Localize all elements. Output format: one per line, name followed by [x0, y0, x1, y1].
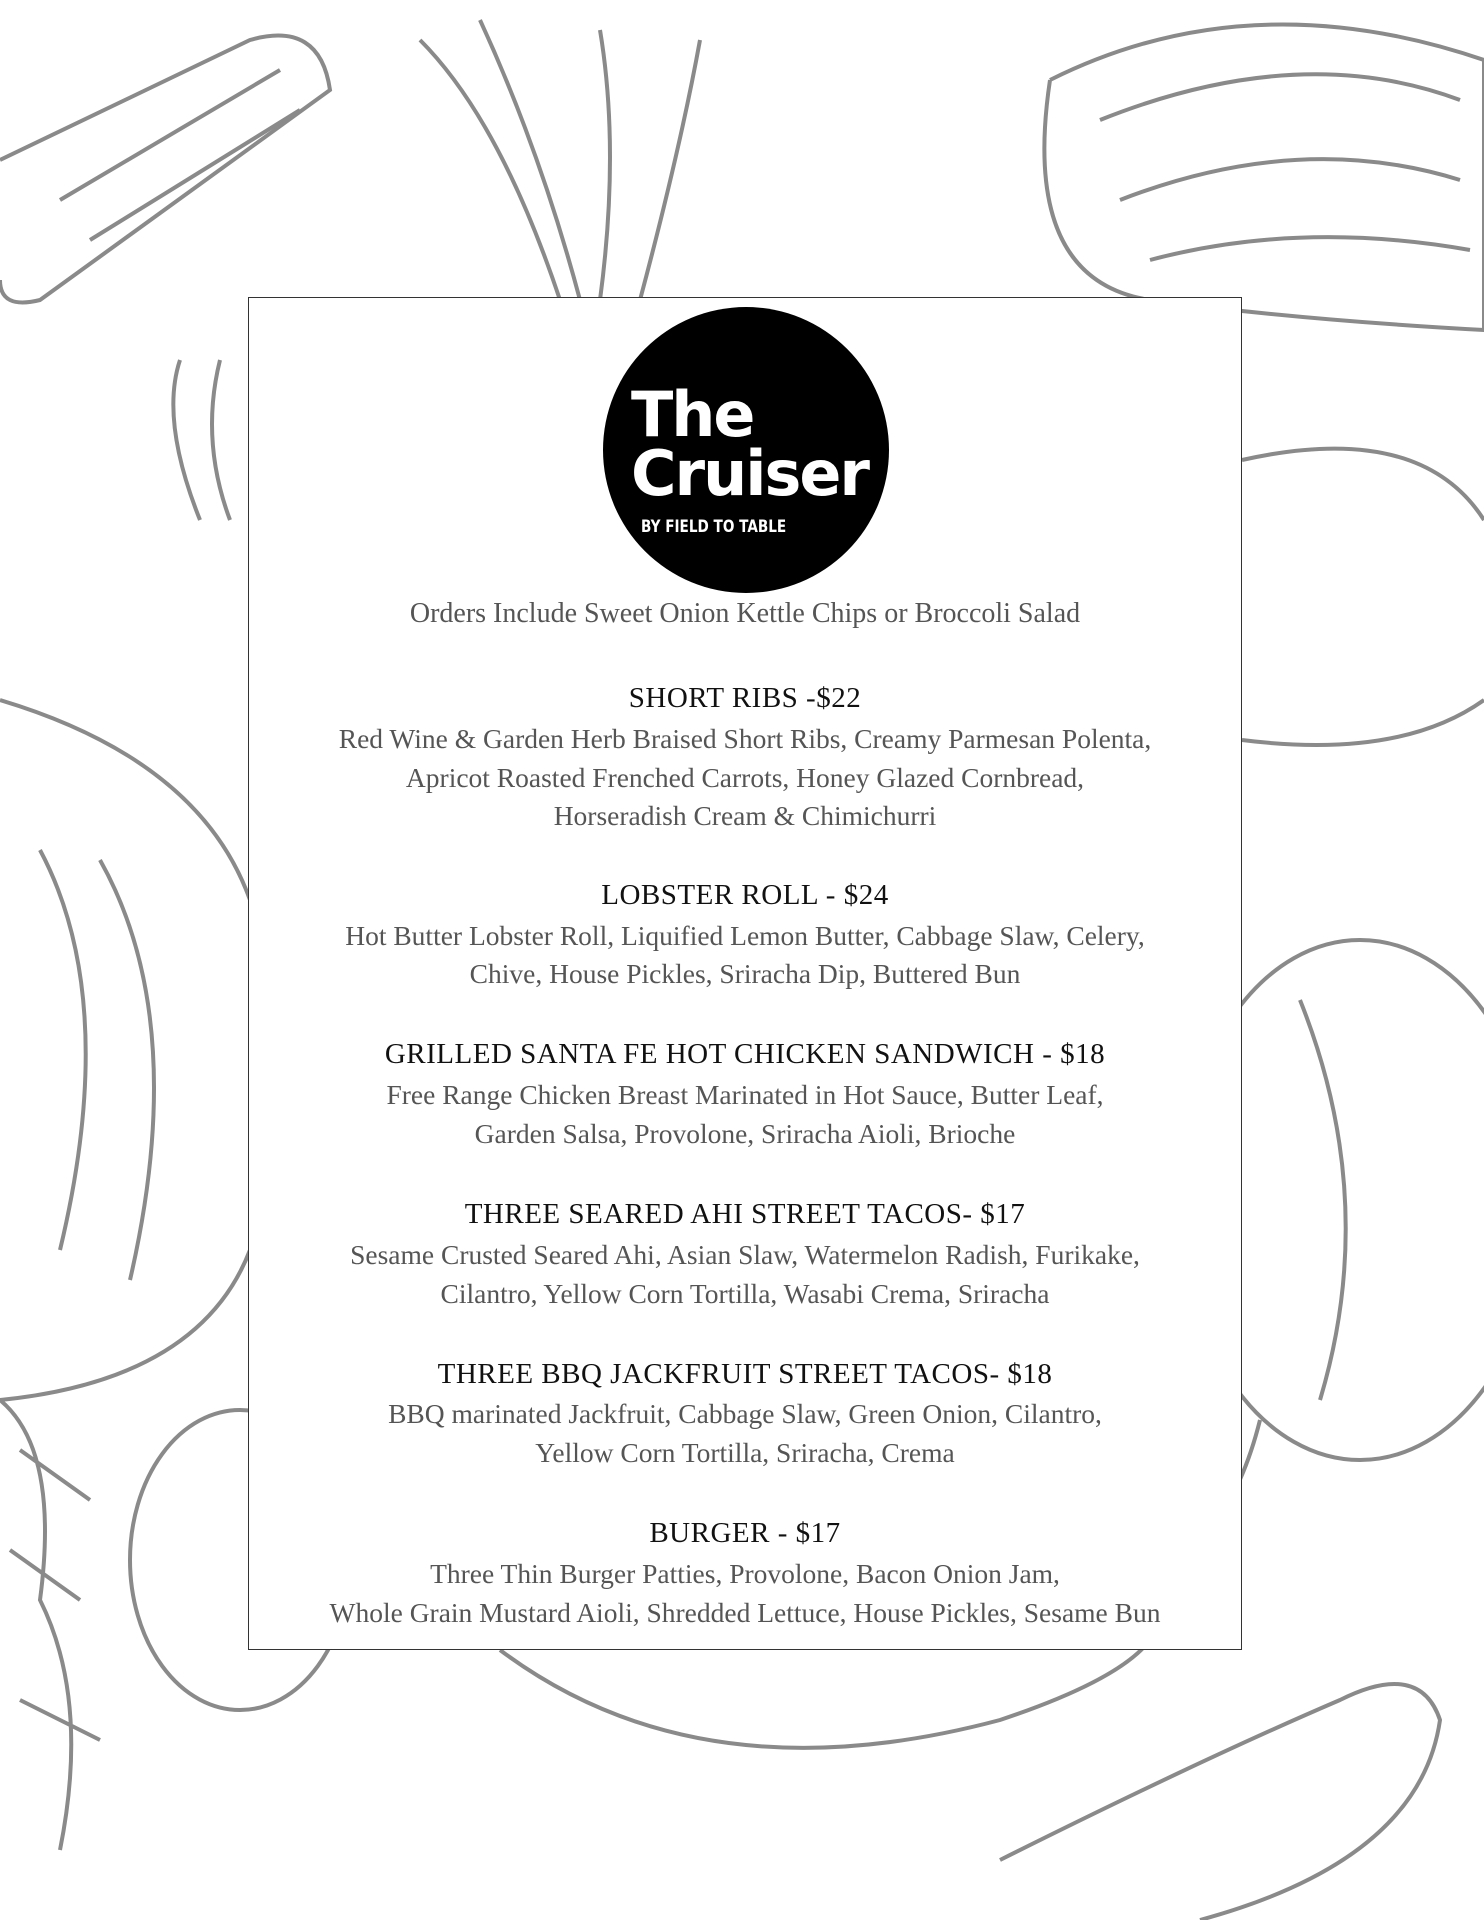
item-desc-line: Cilantro, Yellow Corn Tortilla, Wasabi Crema, Sriracha	[440, 1278, 1050, 1309]
item-desc-line: Yellow Corn Tortilla, Sriracha, Crema	[535, 1437, 955, 1468]
item-title-short-ribs: SHORT RIBS -$22	[628, 682, 862, 714]
item-title-chicken-sandwich: GRILLED SANTA FE HOT CHICKEN SANDWICH - $18	[384, 1038, 1106, 1070]
logo-the-cruiser	[603, 307, 889, 593]
item-title-burger: BURGER - $17	[649, 1517, 841, 1549]
item-desc-line: Garden Salsa, Provolone, Sriracha Aioli, Brioche	[474, 1118, 1016, 1149]
logo-line2: Cruiser	[631, 437, 868, 510]
item-desc-line: Three Thin Burger Patties, Provolone, Bacon Onion Jam,	[430, 1558, 1060, 1589]
item-desc-line: Free Range Chicken Breast Marinated in Hot Sauce, Butter Leaf,	[386, 1079, 1104, 1110]
item-desc-line: Chive, House Pickles, Sriracha Dip, Buttered Bun	[469, 958, 1021, 989]
orders-include-note: Orders Include Sweet Onion Kettle Chips or Broccoli Salad	[409, 598, 1081, 629]
item-desc-line: Apricot Roasted Frenched Carrots, Honey Glazed Cornbread,	[405, 762, 1085, 793]
item-title-jackfruit-tacos: THREE BBQ JACKFRUIT STREET TACOS- $18	[437, 1358, 1053, 1390]
item-desc-line: Hot Butter Lobster Roll, Liquified Lemon Butter, Cabbage Slaw, Celery,	[345, 920, 1145, 951]
item-title-lobster-roll: LOBSTER ROLL - $24	[601, 879, 889, 911]
item-desc-line: Sesame Crusted Seared Ahi, Asian Slaw, Watermelon Radish, Furikake,	[350, 1239, 1140, 1270]
item-desc-line: Whole Grain Mustard Aioli, Shredded Lettuce, House Pickles, Sesame Bun	[329, 1597, 1161, 1628]
item-desc-line: BBQ marinated Jackfruit, Cabbage Slaw, Green Onion, Cilantro,	[388, 1398, 1102, 1429]
item-desc-line: Horseradish Cream & Chimichurri	[553, 800, 937, 831]
logo-line1: The	[631, 378, 754, 451]
logo-tagline: BY FIELD TO TABLE	[641, 517, 787, 537]
item-title-ahi-tacos: THREE SEARED AHI STREET TACOS- $17	[464, 1198, 1026, 1230]
item-desc-line: Red Wine & Garden Herb Braised Short Ribs, Creamy Parmesan Polenta,	[338, 723, 1152, 754]
